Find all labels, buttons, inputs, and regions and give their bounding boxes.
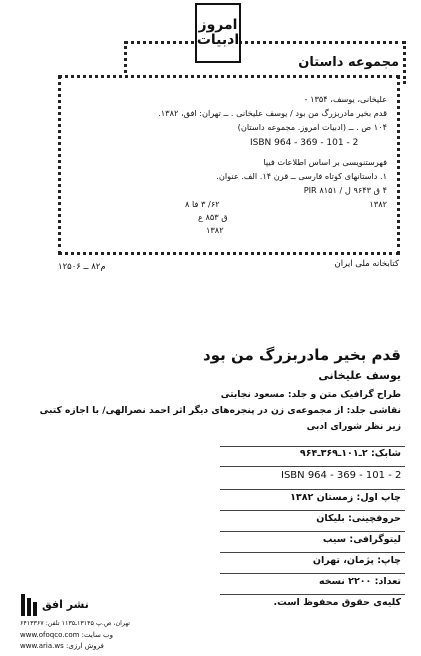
book-author: یوسف علیخانی: [318, 369, 401, 382]
credit-council: زیر نظر شورای ادبی: [306, 421, 401, 432]
logo-line-2: ادبیات: [196, 32, 240, 48]
publisher-name: نشر افق: [42, 598, 89, 611]
divider: [220, 446, 405, 447]
divider: [220, 531, 405, 532]
catalog-dewey: ۶۲/ ۳ فا ۸: [185, 199, 220, 209]
book-title: قدم بخیر مادربزرگ من بود: [203, 346, 401, 364]
catalog-year: ۱۳۸۲: [369, 199, 387, 209]
rights-notice: کلیه‌ی حقوق محفوظ است.: [273, 597, 401, 608]
publisher-address: تهران، ص.پ ۱۳۱۴۵ـ۱۱۳۵ تلفن: ۶۴۱۳۳۶۷: [20, 620, 131, 627]
series-label: مجموعه داستان: [298, 55, 399, 70]
catalog-subject: ۱. داستانهای کوتاه فارسی ــ قرن ۱۴. الف. عنوان.: [216, 171, 387, 181]
publisher-logo-icon: [20, 592, 38, 618]
divider: [220, 594, 405, 595]
lithography-info: لیتوگرافی: سیب: [322, 534, 401, 545]
divider: [220, 552, 405, 553]
catalog-author: علیخانی، یوسف، ۱۳۵۴ -: [304, 94, 387, 104]
divider: [220, 573, 405, 574]
divider: [220, 466, 405, 467]
divider: [220, 510, 405, 511]
printing-info: چاپ: پژمان، تهران: [312, 555, 401, 566]
catalog-year-center: ۱۳۸۲: [206, 225, 224, 235]
catalog-fipa: فهرستنویسی بر اساس اطلاعات فیپا: [263, 157, 387, 167]
catalog-isbn: ISBN 964 - 369 - 101 - 2: [250, 138, 359, 148]
isbn-number: ISBN 964 - 369 - 101 - 2: [281, 470, 402, 481]
edition-info: چاپ اول: زمستان ۱۳۸۲: [290, 492, 401, 503]
catalog-q-code: ق ۸۵۳ ع: [198, 212, 228, 222]
typesetting-info: حروفچینی: بلیکان: [316, 513, 401, 524]
logo-line-1: امروز: [198, 17, 238, 34]
catalog-title-line: قدم بخیر مادربزرگ من بود / یوسف علیخانی . ــ تهران: افق، ۱۳۸۲.: [158, 108, 387, 118]
national-library-label: کتابخانه ملی ایران: [334, 259, 399, 269]
shabak-number: شابک: ۲ـ۱۰۱ـ۳۶۹ـ۹۶۴: [299, 448, 401, 459]
library-record-number: م۸۲ ــ ۱۲۵۰۶: [58, 262, 106, 272]
publisher-series-logo: [195, 3, 241, 63]
catalog-pir: ۴ ق ۹۶۴۳ ل / PIR ۸۱۵۱: [303, 185, 387, 195]
catalog-pages: ۱۰۴ ص . ــ (ادبیات امروز. مجموعه داستان): [237, 122, 387, 132]
credit-designer: طراح گرافیک متن و جلد: مسعود نجابتی: [220, 389, 401, 400]
print-run-info: تعداد: ۲۲۰۰ نسخه: [318, 576, 401, 587]
divider: [220, 489, 405, 490]
credit-cover-painting: نقاشی جلد: از مجموعه‌ی زن در پنجره‌های دیگر اثر احمد نصرالهی/ با اجازه کتبی: [39, 405, 401, 416]
publisher-website: www.ofoqco.com :وب سایت: [20, 631, 114, 639]
publisher-online-store: www.aria.ws :فروش ارزی: [20, 642, 104, 650]
